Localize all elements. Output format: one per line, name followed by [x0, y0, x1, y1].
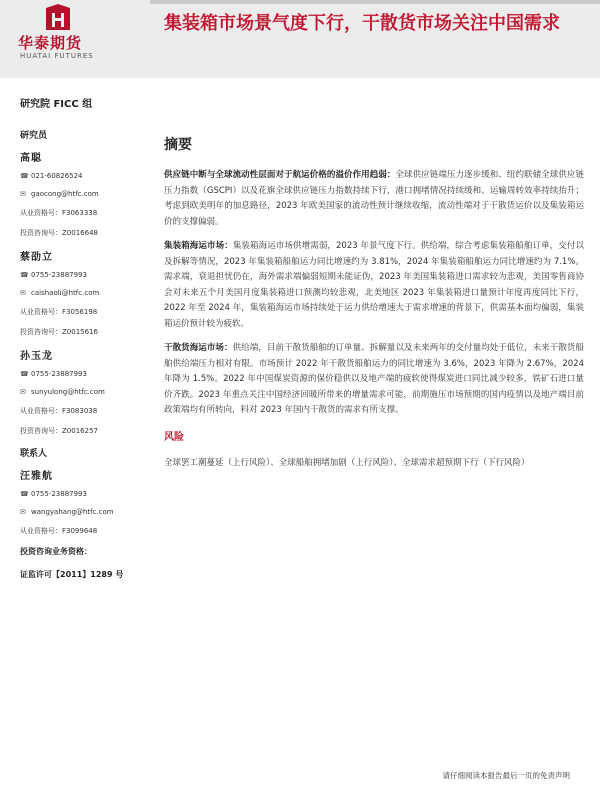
contact-card	[20, 467, 150, 536]
analyst-invest-id: 投资咨询号：Z0016648	[20, 229, 98, 237]
contact-email[interactable]: wangyahang@htfc.com	[31, 508, 114, 516]
contact-label: 联系人	[20, 449, 48, 459]
risk-text: 全球罢工潮蔓延（上行风险）、全球船舶拥堵加剧（上行风险）、全球需求超预期下行（下行风险）	[164, 457, 530, 468]
company-logo	[18, 4, 128, 64]
paragraph-body: 集装箱海运市场供增需弱，2023 年景气度下行。供给端，综合考虑集装箱船舶订单，交付以及拆解等情况，2023 年集装箱船舶运力同比增速约为 3.81%，2024 年集装箱船舶运力同比增速约为 7.1%。需求端，衰退担忧仍在，海外需求端偏弱短期未能证伪，2023 年美国集装箱进口需求较为悲观，美国零售商协会对未来五个月美国月度集装箱进口预测均较悲观，北美地区 2023 年集装箱进口量预计年度再度同比下行，2022 年至 2024 年，集装箱海运市场持续处于运力供给增速大于需求增速的背景下，供需基本面均偏弱，集装箱运价预计较为疲软。	[164, 241, 584, 329]
analyst-email[interactable]: sunyulong@htfc.com	[31, 388, 105, 396]
analyst-card	[20, 248, 150, 337]
phone-icon: ☎	[20, 370, 29, 378]
logo-mark-icon	[44, 4, 72, 32]
qualification-label: 投资咨询业务资格：	[20, 547, 92, 556]
researchers-label: 研究员	[20, 131, 48, 141]
phone-icon: ☎	[20, 490, 29, 498]
logo-english-name: HUATAI FUTURES	[20, 52, 94, 60]
email-icon: ✉	[20, 289, 26, 297]
paragraph-lead: 供应链中断与全球流动性层面对于航运价格的溢价作用趋弱：	[164, 170, 396, 180]
contact-cert: 从业资格号：F3099648	[20, 527, 98, 535]
analyst-email[interactable]: gaocong@htfc.com	[31, 190, 99, 198]
logo-chinese-name: 华泰期货	[18, 34, 83, 52]
email-icon: ✉	[20, 190, 26, 198]
header-top-line	[150, 0, 600, 4]
analyst-invest-id: 投资咨询号：Z0015616	[20, 328, 98, 336]
abstract-title: 摘要	[164, 137, 192, 153]
paragraph-lead: 干散货海运市场：	[164, 343, 233, 353]
email-icon: ✉	[20, 508, 26, 516]
paragraph-lead: 集装箱海运市场：	[164, 241, 233, 251]
analyst-email[interactable]: caishaoli@htfc.com	[31, 289, 100, 297]
phone-icon: ☎	[20, 172, 29, 180]
paragraph-body: 供给端，目前干散货船舶的订单量、拆解量以及未来两年的交付量均处于低位，未来干散货船舶供给端压力相对有限。市场预计 2022 年干散货船舶运力的同比增速为 3.6%，2023 年降为 2.67%，2024 年降为 1.5%。2022 年中国煤炭资源的保价稳供以及地产端的疲软使得煤炭进口同比减少较多，铁矿石进口量价齐跌。2023 年重点关注中国经济回暖所带来的增量需求可能，前期施压市场预期的国内疫情以及地产端目前政策端均有所转向，料对 2023 年国内干散货的需求有所支撑。	[164, 343, 584, 415]
analyst-invest-id: 投资咨询号：Z0016257	[20, 427, 98, 435]
analyst-cert: 从业资格号：F3083038	[20, 407, 98, 415]
abstract-paragraph-drybulk	[164, 341, 584, 419]
analyst-card	[20, 347, 150, 436]
report-main	[164, 134, 584, 472]
contact-phone: 0755-23887993	[31, 490, 87, 498]
analyst-card	[20, 149, 150, 238]
paragraph-body: 全球供应链端压力逐步缓和、纽约联储全球供应链压力指数（GSCPI）以及花旗全球供应链压力指数持续下行，港口拥堵情况持续缓和、运输周转效率持续抬升；考虑到欧美明年的加息路径，2023 年欧美国家的流动性预计继续收缩，流动性端对于干散货运价以及集装箱运价的支撑偏弱。	[164, 170, 584, 227]
report-title: 集装箱市场景气度下行，干散货市场关注中国需求	[164, 13, 560, 34]
email-icon: ✉	[20, 388, 26, 396]
contact-name: 汪雅航	[20, 471, 53, 482]
research-group: 研究院 FICC 组	[20, 99, 93, 110]
abstract-paragraph-liquidity	[164, 168, 584, 230]
analyst-cert: 从业资格号：F3056198	[20, 308, 98, 316]
analyst-phone: 021-60826524	[31, 172, 83, 180]
analyst-name: 蔡劭立	[20, 252, 53, 263]
abstract-paragraph-container	[164, 239, 584, 332]
analyst-cert: 从业资格号：F3063338	[20, 209, 98, 217]
risk-title: 风险	[164, 431, 184, 443]
footer-disclaimer: 请仔细阅读本报告最后一页的免责声明	[442, 771, 570, 780]
report-header	[0, 0, 600, 78]
analyst-name: 孙玉龙	[20, 351, 53, 362]
analyst-phone: 0755-23887993	[31, 271, 87, 279]
analyst-name: 高聪	[20, 153, 42, 164]
license-number: 证监许可【2011】1289 号	[20, 570, 124, 579]
author-sidebar	[20, 95, 150, 580]
phone-icon: ☎	[20, 271, 29, 279]
analyst-phone: 0755-23887993	[31, 370, 87, 378]
